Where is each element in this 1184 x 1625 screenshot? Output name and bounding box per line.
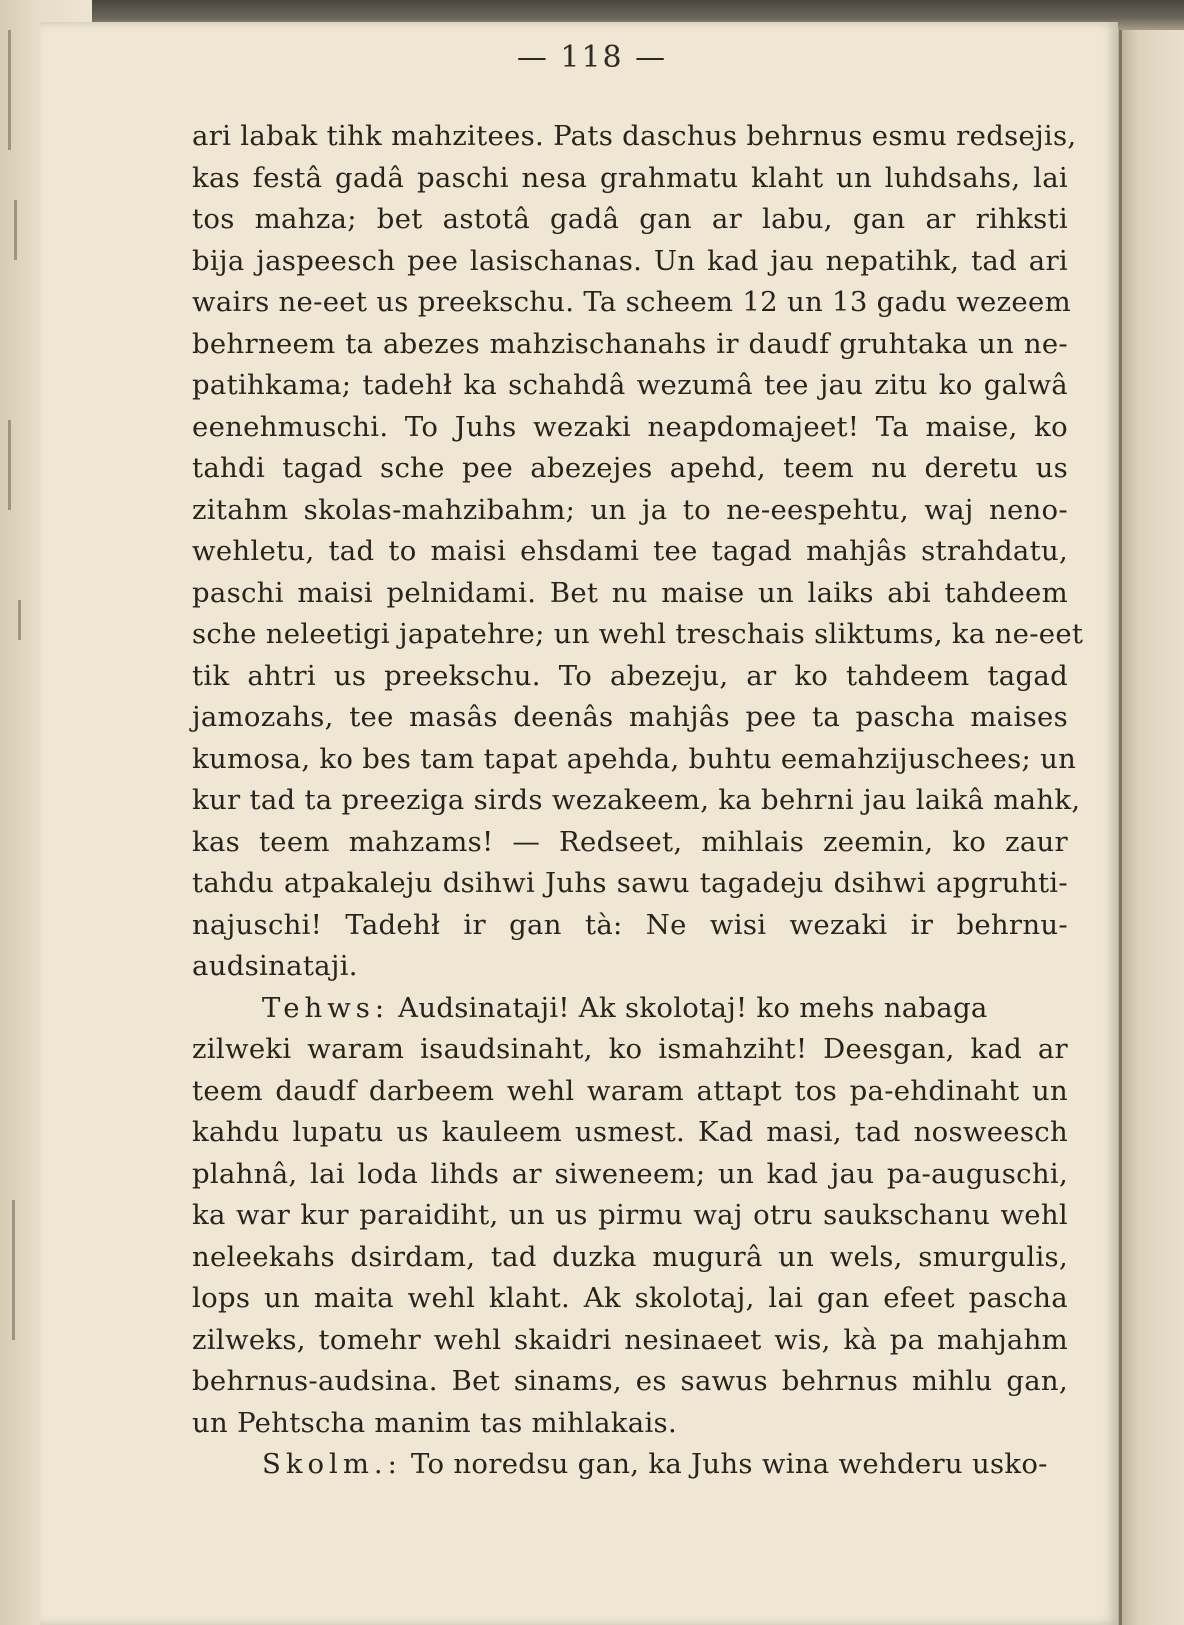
text-line: ka war kur paraidiht, un us pirmu waj otru saukschanu wehl [192, 1199, 1068, 1231]
text-line: behrnus-audsina. Bet sinams, es sawus behrnus mihlu gan, [192, 1365, 1068, 1397]
text-line: zilweki waram isaudsinaht, ko ismahziht! Deesgan, kad ar [192, 1033, 1068, 1065]
text-line: teem daudf darbeem wehl waram attapt tos pa-ehdinaht un [192, 1074, 1068, 1107]
text-line: wehletu, tad to maisi ehsdami tee tagad mahjâs strahdatu, [192, 535, 1068, 567]
text-line: kas festâ gadâ paschi nesa grahmatu klaht un luhdsahs, lai [192, 161, 1068, 194]
text-line: kur tad ta preeziga sirds wezakeem, ka behrni jau laikâ mahk, [192, 784, 1081, 816]
text-line: kahdu lupatu us kauleem usmest. Kad masi, tad nosweesch [192, 1116, 1068, 1148]
text-line: Audsinataji! Ak skolotaj! ko mehs nabaga [398, 991, 988, 1024]
text-line: tahdu atpakaleju dsihwi Juhs sawu tagadeju dsihwi apgruhti- [192, 867, 1068, 899]
text-line: kumosa, ko bes tam tapat apehda, buhtu eemahzijuschees; un [192, 742, 1077, 775]
text-line: najuschi! Tadehł ir gan tà: Ne wisi wezaki ir behrnu- [192, 908, 1068, 941]
text-line: eenehmuschi. To Juhs wezaki neapdomajeet! Ta maise, ko [192, 410, 1068, 443]
text-line: paschi maisi pelnidami. Bet nu maise un laiks abi tahdeem [192, 576, 1068, 609]
body-text [192, 116, 1084, 1486]
text-line: sche neleetigi japatehre; un wehl treschais sliktums, ka ne-eet [192, 618, 1084, 650]
text-line: lops un maita wehl klaht. Ak skolotaj, lai gan efeet pascha [192, 1282, 1068, 1314]
text-line: tik ahtri us preekschu. To abezeju, ar ko tahdeem tagad [192, 659, 1068, 692]
text-line: neleekahs dsirdam, tad duzka mugurâ un wels, smurgulis, [192, 1240, 1068, 1273]
speaker-label: Tehws: [262, 991, 390, 1024]
text-line: kas teem mahzams! — Redseet, mihlais zeemin, ko zaur [192, 825, 1068, 858]
text-line: To noredsu gan, ka Juhs wina wehderu usko- [411, 1448, 1048, 1480]
paragraph-1 [192, 116, 1084, 988]
book-spine-edge [1118, 30, 1184, 1625]
text-line: patihkama; tadehł ka schahdâ wezumâ tee jau zitu ko galwâ [192, 369, 1068, 401]
paragraph-3 [192, 1444, 1068, 1486]
dialogue-first-line [192, 988, 1068, 1030]
dialogue-first-line [192, 1444, 1068, 1486]
text-line: behrneem ta abezes mahzischanahs ir daudf gruhtaka un ne- [192, 327, 1068, 360]
text-line: bija jaspeesch pee lasischanas. Un kad jau nepatihk, tad ari [192, 244, 1068, 277]
text-line: audsinataji. [192, 950, 358, 982]
speaker-label: Skolm.: [262, 1448, 402, 1480]
text-line: ari labak tihk mahzitees. Pats daschus behrnus esmu redsejis, [192, 120, 1077, 152]
text-line: plahnâ, lai loda lihds ar siweneem; un kad jau pa-auguschi, [192, 1157, 1068, 1190]
text-line: un Pehtscha manim tas mihlakais. [192, 1406, 678, 1439]
paragraph-2 [192, 988, 1068, 1445]
text-line: jamozahs, tee masâs deenâs mahjâs pee ta pascha maises [192, 701, 1068, 733]
page-number: — 118 — [516, 40, 668, 75]
text-line: wairs ne-eet us preekschu. Ta scheem 12 un 13 gadu wezeem [192, 286, 1071, 318]
text-line: tos mahza; bet astotâ gadâ gan ar labu, gan ar rihksti [192, 203, 1068, 235]
text-line: tahdi tagad sche pee abezejes apehd, teem nu deretu us [192, 452, 1068, 484]
text-line: zilweks, tomehr wehl skaidri nesinaeet wis, kà pa mahjahm [192, 1323, 1068, 1356]
text-line: zitahm skolas-mahzibahm; un ja to ne-eespehtu, waj neno- [192, 493, 1068, 526]
